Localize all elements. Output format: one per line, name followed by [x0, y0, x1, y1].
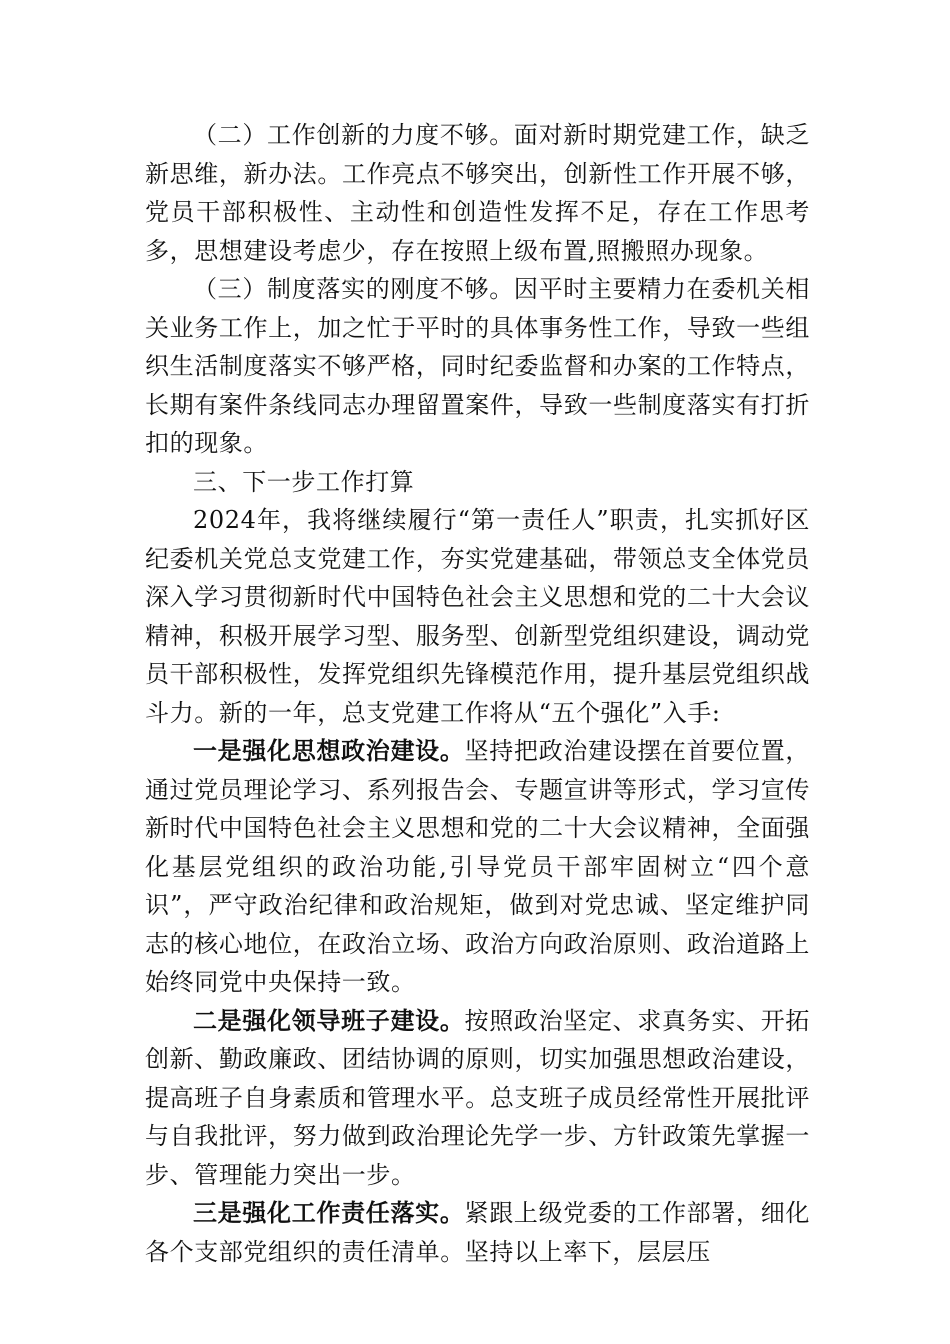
paragraph-text: 按照政治坚定、求真务实、开拓创新、勤政廉政、团结协调的原则，切实加强思想政治建设，提高班子自身素质和管理水平。总支班子成员经常性开展批评与自我批评，努力做到政治理论先学一步、方针政策先掌握一步、管理能力突出一步。 — [145, 1006, 810, 1189]
paragraph-political-building — [145, 732, 810, 1002]
paragraph-2024-plan — [145, 501, 810, 732]
paragraph-innovation — [145, 116, 810, 270]
paragraph-text: 紧跟上级党委的工作部署，细化各个支部党组织的责任清单。坚持以上率下，层层压 — [145, 1199, 810, 1266]
paragraph-lead: 二是强化领导班子建设。 — [193, 1006, 465, 1035]
paragraph-text: 2024年，我将继续履行“第一责任人”职责，扎实抓好区纪委机关党总支党建工作，夯实党建基础，带领总支全体党员深入学习贯彻新时代中国特色社会主义思想和党的二十大会议精神，积极开展学习型、服务型、创新型党组织建设，调动党员干部积极性，发挥党组织先锋模范作用，提升基层党组织战斗力。新的一年，总支党建工作将从“五个强化”入手: — [145, 506, 810, 727]
paragraph-responsibility — [145, 1194, 810, 1271]
paragraph-system-implementation — [145, 270, 810, 463]
paragraph-text: 坚持把政治建设摆在首要位置，通过党员理论学习、系列报告会、专题宣讲等形式，学习宣传新时代中国特色社会主义思想和党的二十大会议精神，全面强化基层党组织的政治功能,引导党员干部牢固树立“四个意识”，严守政治纪律和政治规矩，做到对党忠诚、坚定维护同志的核心地位，在政治立场、政治方向政治原则、政治道路上始终同党中央保持一致。 — [145, 737, 810, 996]
paragraph-text: （三）制度落实的刚度不够。因平时主要精力在委机关相关业务工作上，加之忙于平时的具体事务性工作，导致一些组织生活制度落实不够严格，同时纪委监督和办案的工作特点，长期有案件条线同志办理留置案件，导致一些制度落实有打折扣的现象。 — [145, 275, 810, 457]
paragraph-lead: 一是强化思想政治建设。 — [193, 737, 465, 765]
paragraph-leadership-building — [145, 1002, 810, 1195]
paragraph-lead: 三是强化工作责任落实。 — [193, 1199, 465, 1227]
section-heading: 三、下一步工作打算 — [193, 467, 415, 496]
paragraph-text: （二）工作创新的力度不够。面对新时期党建工作，缺乏新思维，新办法。工作亮点不够突出，创新性工作开展不够，党员干部积极性、主动性和创造性发挥不足，存在工作思考多，思想建设考虑少，存在按照上级布置,照搬照办现象。 — [145, 121, 810, 265]
